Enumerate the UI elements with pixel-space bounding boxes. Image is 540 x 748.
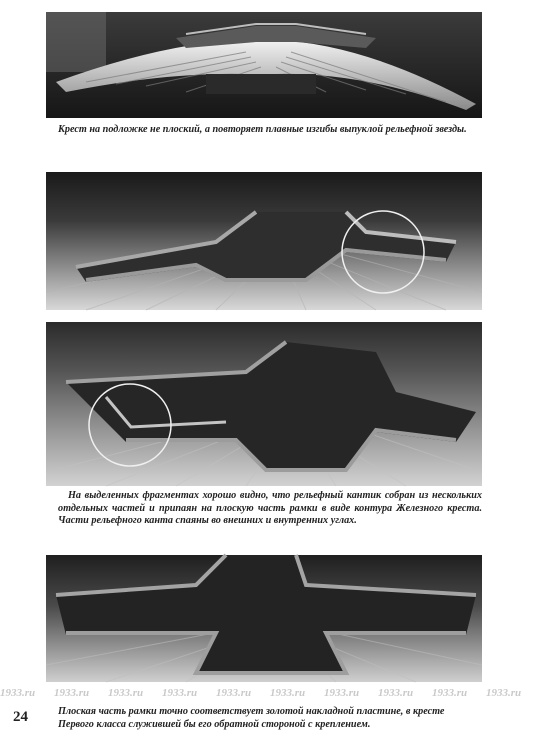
watermark: 1933.ru [486, 687, 522, 699]
photo-star-profile [46, 12, 482, 118]
watermark-row [0, 683, 522, 699]
watermark: 1933.ru [270, 687, 306, 699]
watermark: 1933.ru [0, 687, 36, 699]
caption-cross-frame: На выделенных фрагментах хорошо видно, что рельефный кантик собран из нескольких отдельных частей и припаян на плоскую часть рамки в виде контура Железного креста. Части рельефного канта спаяны во внешних и внутренних углах. [58, 490, 482, 526]
watermark: 1933.ru [324, 687, 360, 699]
watermark: 1933.ru [432, 687, 468, 699]
caption-frame-plate: Плоская часть рамки точно соответствует золотой накладной пластине, в кресте Первого класса служившей бы его обратной стороной с креплением. [58, 706, 445, 730]
photo-cross-frame-1 [46, 172, 482, 310]
page-number: 24 [13, 709, 28, 725]
watermark: 1933.ru [378, 687, 414, 699]
caption-star-profile: Крест на подложке не плоский, а повторяет плавные изгибы выпуклой рельефной звезды. [58, 124, 467, 135]
watermark: 1933.ru [216, 687, 252, 699]
watermark: 1933.ru [54, 687, 90, 699]
photo-cross-frame-2 [46, 322, 482, 486]
photo-cross-frame-3 [46, 555, 482, 682]
watermark: 1933.ru [162, 687, 198, 699]
watermark: 1933.ru [108, 687, 144, 699]
